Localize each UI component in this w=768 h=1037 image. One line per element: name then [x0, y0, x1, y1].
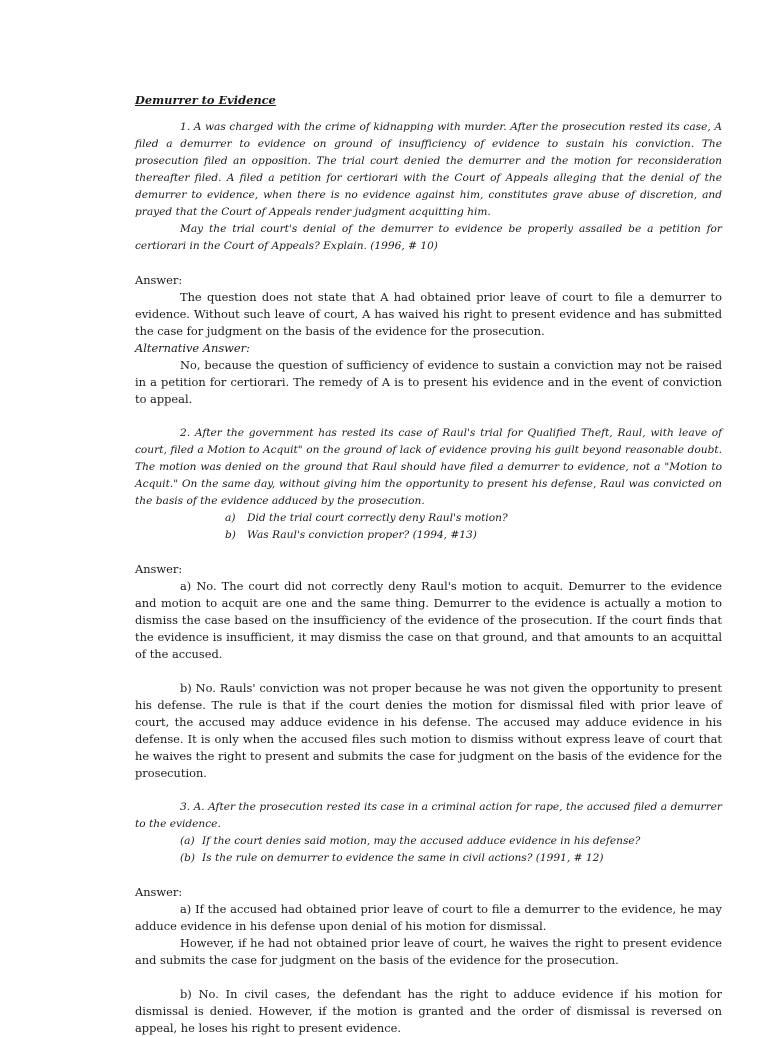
q2-sub-a-text: Did the trial court correctly deny Raul's motion?	[247, 512, 508, 524]
q3-sub-b-text: Is the rule on demurrer to evidence the same in civil actions? (1991, # 12)	[202, 852, 604, 864]
spacer	[135, 408, 722, 425]
q1-question: 1. A was charged with the crime of kidnapping with murder. After the prosecution rested its case, A filed a demurrer to evidence on ground of insufficiency of evidence to sustain his conviction. The prosecution filed an opposition. The trial court denied the demurrer and the motion for reconsideration thereafter filed. A filed a petition for certiorari with the Court of Appeals alleging that the denial of the demurrer to evidence, when there is no evidence against him, constitutes grave abuse of discretion, and prayed that the Court of Appeals render judgment acquitting him.	[135, 121, 722, 218]
q2-question: 2. After the government has rested its case of Raul's trial for Qualified Theft, Raul, with leave of court, filed a Motion to Acquit" on the ground of lack of evidence proving his guilt beyond reasonable doubt. The motion was denied on the ground that Raul should have filed a demurrer to evidence, not a "Motion to Acquit." On the same day, without giving him the opportunity to present his defense, Raul was convicted on the basis of the evidence adduced by the prosecution.	[135, 427, 722, 507]
q3-sub-a-label: (a)	[180, 835, 195, 847]
q3-answer-b: b) No. In civil cases, the defendant has the right to adduce evidence if his motion for dismissal is denied. However, if the motion is granted and the order of dismissal is reversed on appeal, he loses his right to present evidence.	[135, 987, 722, 1035]
q3-sub-b	[135, 850, 722, 867]
q2-answer-a: a) No. The court did not correctly deny Raul's motion to acquit. Demurrer to the evidence and motion to acquit are one and the same thing. Demurrer to the evidence is actually a motion to dismiss the case based on the insufficiency of the evidence of the prosecution. If the court finds that the evidence is insufficient, it may dismiss the case on that ground, and that amounts to an acquittal of the accused.	[135, 579, 722, 661]
q1-alt-answer: No, because the question of sufficiency of evidence to sustain a conviction may not be raised in a petition for certiorari. The remedy of A is to present his evidence and in the event of conviction to appeal.	[135, 358, 722, 406]
q3-answer-a: a) If the accused had obtained prior leave of court to file a demurrer to the evidence, he may adduce evidence in his defense upon denial of his motion for dismissal.	[135, 902, 722, 933]
spacer	[135, 663, 722, 680]
spacer	[135, 544, 722, 561]
q2-sub-a-label: a)	[225, 512, 236, 524]
q2-sub-a	[135, 510, 722, 527]
q3-sub-a-text: If the court denies said motion, may the accused adduce evidence in his defense?	[202, 835, 641, 847]
q1-question-2: May the trial court's denial of the demurrer to evidence be properly assailed be a petition for certiorari in the Court of Appeals? Explain. (1996, # 10)	[135, 223, 722, 252]
spacer	[135, 867, 722, 884]
q2-sub-b	[135, 527, 722, 544]
q2-answer-b: b) No. Rauls' conviction was not proper because he was not given the opportunity to present his defense. The rule is that if the court denies the motion for dismissal filed with prior leave of court, the accused may adduce evidence in his defense. The accused may adduce evidence in his defense. It is only when the accused files such motion to dismiss without express leave of court that he waives the right to present and submits the case for judgment on the basis of the evidence for the prosecution.	[135, 681, 722, 780]
q2-sub-b-text: Was Raul's conviction proper? (1994, #13)	[247, 529, 477, 541]
q3-answer-label: Answer:	[135, 885, 183, 899]
q1-answer: The question does not state that A had obtained prior leave of court to file a demurrer to evidence. Without such leave of court, A has waived his right to present evidence and has submitted the case for judgment on the basis of the evidence for the prosecution.	[135, 290, 722, 338]
q3-answer-a-2: However, if he had not obtained prior leave of court, he waives the right to present evidence and submits the case for judgment on the basis of the evidence for the prosecution.	[135, 936, 722, 967]
q1-alt-label: Alternative Answer:	[135, 341, 250, 355]
spacer	[135, 782, 722, 799]
q2-answer-label: Answer:	[135, 562, 183, 576]
spacer	[135, 969, 722, 986]
q2-sub-b-label: b)	[225, 529, 236, 541]
q3-question: 3. A. After the prosecution rested its case in a criminal action for rape, the accused filed a demurrer to the evidence.	[135, 801, 722, 830]
q3-sub-a	[135, 833, 722, 850]
document-page	[135, 92, 722, 1037]
q1-answer-label: Answer:	[135, 273, 183, 287]
document-title: Demurrer to Evidence	[135, 93, 276, 107]
q3-sub-b-label: (b)	[180, 852, 196, 864]
spacer	[135, 255, 722, 272]
